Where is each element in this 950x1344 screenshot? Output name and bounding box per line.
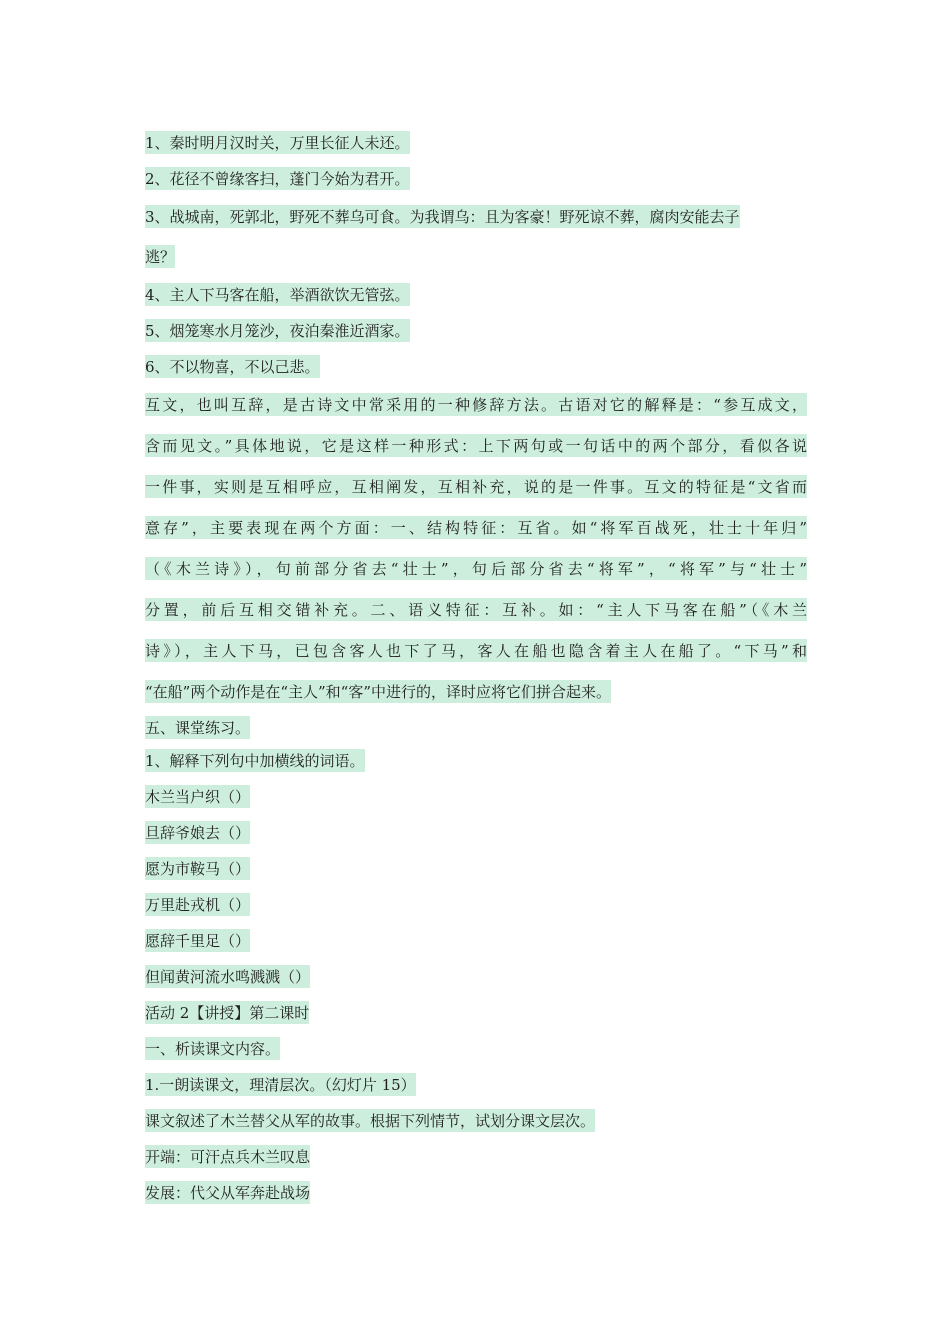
explanation-line: 分置，前后互相交错补充。二、语义特征：互补。如：“主人下马客在船”（《木兰 <box>145 589 807 630</box>
poem-line <box>145 276 815 312</box>
plot-item: 发展：代父从军奔赴战场 <box>145 1174 815 1210</box>
story-summary: 课文叙述了木兰替父从军的故事。根据下列情节，试划分课文层次。 <box>145 1102 815 1138</box>
exercise-item: 旦辞爷娘去（） <box>145 814 815 850</box>
plot-item: 开端：可汗点兵木兰叹息 <box>145 1138 815 1174</box>
poem-text: 2、花径不曾缘客扫，蓬门今始为君开。 <box>145 167 410 190</box>
poem-line <box>145 160 815 196</box>
explanation-line: （《木兰诗》），句前部分省去“壮士”，句后部分省去“将军”，“将军”与“壮士” <box>145 548 807 589</box>
poem-line <box>145 124 815 160</box>
document-content <box>145 124 815 1210</box>
explanation-line: 一件事，实则是互相呼应，互相阐发，互相补充，说的是一件事。互文的特征是“文省而 <box>145 466 807 507</box>
section-heading: 五、课堂练习。 <box>145 712 815 742</box>
poem-text: 1、秦时明月汉时关，万里长征人未还。 <box>145 131 410 154</box>
exercise-item: 万里赴戎机（） <box>145 886 815 922</box>
poem-text: 4、主人下马客在船，举酒欲饮无管弦。 <box>145 283 410 306</box>
explanation-line: 意存”，主要表现在两个方面：一、结构特征：互省。如“将军百战死，壮士十年归” <box>145 507 807 548</box>
poem-line <box>145 196 815 236</box>
explanation-line: 诗》），主人下马，已包含客人也下了马，客人在船也隐含着主人在船了。“下马”和 <box>145 630 807 671</box>
poem-text: 逃？ <box>145 245 175 268</box>
poem-line <box>145 312 815 348</box>
explanation-line: “在船”两个动作是在“主人”和“客”中进行的，译时应将它们拼合起来。 <box>145 671 807 712</box>
explanation-paragraph <box>145 384 807 712</box>
explanation-line: 互文，也叫互辞，是古诗文中常采用的一种修辞方法。古语对它的解释是：“参互成文， <box>145 384 807 425</box>
poem-text: 6、不以物喜，不以己悲。 <box>145 355 320 378</box>
poem-line <box>145 236 815 276</box>
exercise-item: 木兰当户织（） <box>145 778 815 814</box>
explanation-line: 含而见文。”具体地说，它是这样一种形式：上下两句或一句话中的两个部分，看似各说 <box>145 425 807 466</box>
reading-task: 1.一朗读课文，理清层次。（幻灯片 15） <box>145 1066 815 1102</box>
exercise-item: 愿为市鞍马（） <box>145 850 815 886</box>
section-heading: 一、析读课文内容。 <box>145 1030 815 1066</box>
exercise-item: 但闻黄河流水鸣溅溅（） <box>145 958 815 994</box>
poem-text: 5、烟笼寒水月笼沙，夜泊秦淮近酒家。 <box>145 319 410 342</box>
poem-text: 3、战城南，死郭北，野死不葬乌可食。为我谓乌：且为客豪！野死谅不葬，腐肉安能去子 <box>145 205 740 228</box>
activity-heading: 活动 2【讲授】第二课时 <box>145 994 815 1030</box>
exercise-intro: 1、解释下列句中加横线的词语。 <box>145 742 815 778</box>
exercise-item: 愿辞千里足（） <box>145 922 815 958</box>
poem-line <box>145 348 815 384</box>
